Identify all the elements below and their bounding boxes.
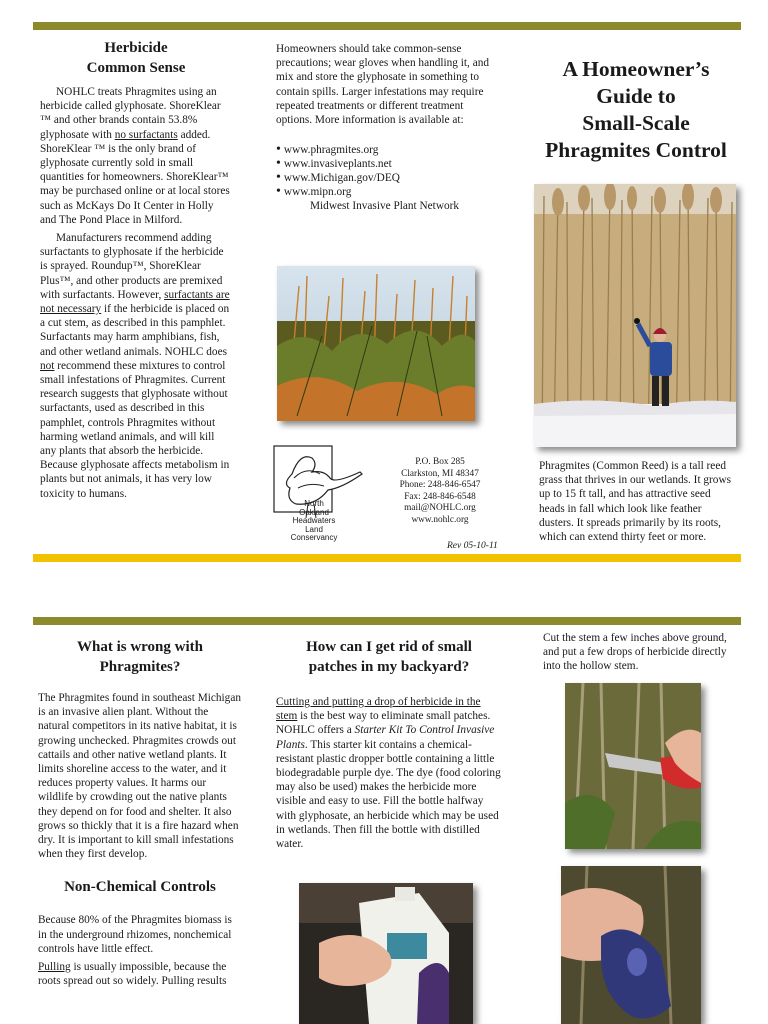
precautions-text: Homeowners should take common-sense precautions; wear gloves when handling it, and mix and store the glyphosate in something to contain spills. Larger infestations may require repeated treatments or different treatment options. More information is available at: xyxy=(276,43,490,127)
panel-precautions xyxy=(276,42,502,213)
nonchemical-text xyxy=(38,913,242,988)
contact-website[interactable]: www.nohlc.org xyxy=(411,514,469,525)
section-heading: How can I get rid of small patches in my backyard? xyxy=(306,639,472,675)
paragraph: Because 80% of the Phragmites biomass is in the underground rhizomes, nonchemical controls have little effect. xyxy=(38,914,232,955)
heading-line: Herbicide xyxy=(104,40,168,56)
link-phragmites[interactable]: • www.phragmites.org xyxy=(276,143,502,157)
brochure-title: A Homeowner’s Guide to Small-Scale Phragmites Control xyxy=(545,57,727,162)
reeds-photo xyxy=(277,266,475,421)
nohlc-logo xyxy=(272,444,364,544)
section-heading-nonchemical: Non-Chemical Controls xyxy=(64,879,216,896)
contact-info xyxy=(375,457,505,527)
wrong-text: The Phragmites found in southeast Michigan is an invasive alien plant. Without the natural competitors in its native habitat, it is growing unchecked. Phragmites crowds out cattails and other native wetland plants. It limits shoreline access to the water, and it reduces property values. It harms our wildlife by crowding out the native plants they depend on for food and shelter. It also grows so thickly that it is a fire hazard when dry. It is important to kill small infestations when they first develop. xyxy=(38,692,241,861)
heading-line: Common Sense xyxy=(86,60,186,76)
contact-line: P.O. Box 285 xyxy=(415,457,465,467)
person-in-reeds-photo xyxy=(534,184,736,447)
link-michigan-deq[interactable]: • www.Michigan.gov/DEQ xyxy=(276,171,502,185)
link-invasiveplants[interactable]: • www.invasiveplants.net xyxy=(276,157,502,171)
link-mipn[interactable]: • www.mipn.org xyxy=(276,185,502,199)
section-heading: What is wrong with Phragmites? xyxy=(77,639,203,675)
panel-what-is-wrong xyxy=(38,637,242,992)
contact-line: Fax: 248-846-6548 xyxy=(404,491,476,502)
paragraph: Manufacturers recommend adding surfactants to glyphosate if the herbicide is sprayed. Roundup™, ShoreKlear Plus™, and other products are premixed with surfactants. However, surfactants are not necessary if the herbicide is placed on a cut stem, as described in this pamphlet. Surfactants may harm amphibians, fish, and other wetland animals. NOHLC does not recommend these mixtures to control small infestations of Phragmites. Current research suggests that glyphosate without surfactants, used as described in this pamphlet, controls Phragmites without harming wetland animals, and will kill any plants that absorb the herbicide. Because glyphosate affects metabolism in plants but not animals, it has very low toxicity to humans. xyxy=(40,232,230,500)
contact-email[interactable]: mail@NOHLC.org xyxy=(404,503,476,514)
paragraph: Pulling is usually impossible, because the roots spread out so widely. Pulling results xyxy=(38,961,227,988)
top-gold-bar xyxy=(33,554,741,562)
pruning-shears-photo xyxy=(565,683,701,849)
small-patches-text: Cutting and putting a drop of herbicide in the stem is the best way to eliminate small patches. NOHLC offers a Starter Kit To Control Invasive Plants. This starter kit contains a chemical-resistant plastic dropper bottle containing a little biodegradable purple dye. The dye (food coloring may also be used) makes the herbicide more visible and easy to use. Fill the bottle halfway with glyphosate, an herbicide which may be used in wetlands. Then fill the bottle with distilled water. xyxy=(276,696,501,851)
cut-stem-text: Cut the stem a few inches above ground, and put a few drops of herbicide directly into the hollow stem. xyxy=(543,632,727,673)
logo-text: North Oakland Headwaters Land Conservancy xyxy=(290,499,338,543)
herbicide-text xyxy=(40,85,232,501)
section-heading xyxy=(40,38,232,78)
phragmites-caption: Phragmites (Common Reed) is a tall reed grass that thrives in our wetlands. It grows up to 15 ft tall, and has attractive seed heads in fall which look like feather dusters. It spreads primarily by its roots, which can extend thirty feet or more. xyxy=(539,460,732,544)
paragraph: NOHLC treats Phragmites using an herbicide called glyphosate. ShoreKlear ™ and other brands contain 53.8% glyphosate with no surfactants added. ShoreKlear ™ is the only brand of glyphosate currently sold in small quantities for homeowners. ShoreKlear™ may be purchased online or at local stores such as McKays Do It Center in Holly and The Pond Place in Milford. xyxy=(40,86,230,226)
contact-line: Phone: 248-846-6547 xyxy=(399,480,481,491)
link-note: Midwest Invasive Plant Network xyxy=(310,200,460,213)
herbicide-dropper-photo xyxy=(561,866,701,1024)
top-olive-bar xyxy=(33,22,741,30)
revision-date: Rev 05-10-11 xyxy=(447,541,498,551)
resource-links xyxy=(276,143,502,199)
panel-small-patches xyxy=(276,637,502,851)
bottom-olive-bar xyxy=(33,617,741,625)
contact-line: Clarkston, MI 48347 xyxy=(401,468,479,479)
herbicide-jug-photo xyxy=(299,883,473,1024)
panel-herbicide-common-sense xyxy=(40,38,232,505)
